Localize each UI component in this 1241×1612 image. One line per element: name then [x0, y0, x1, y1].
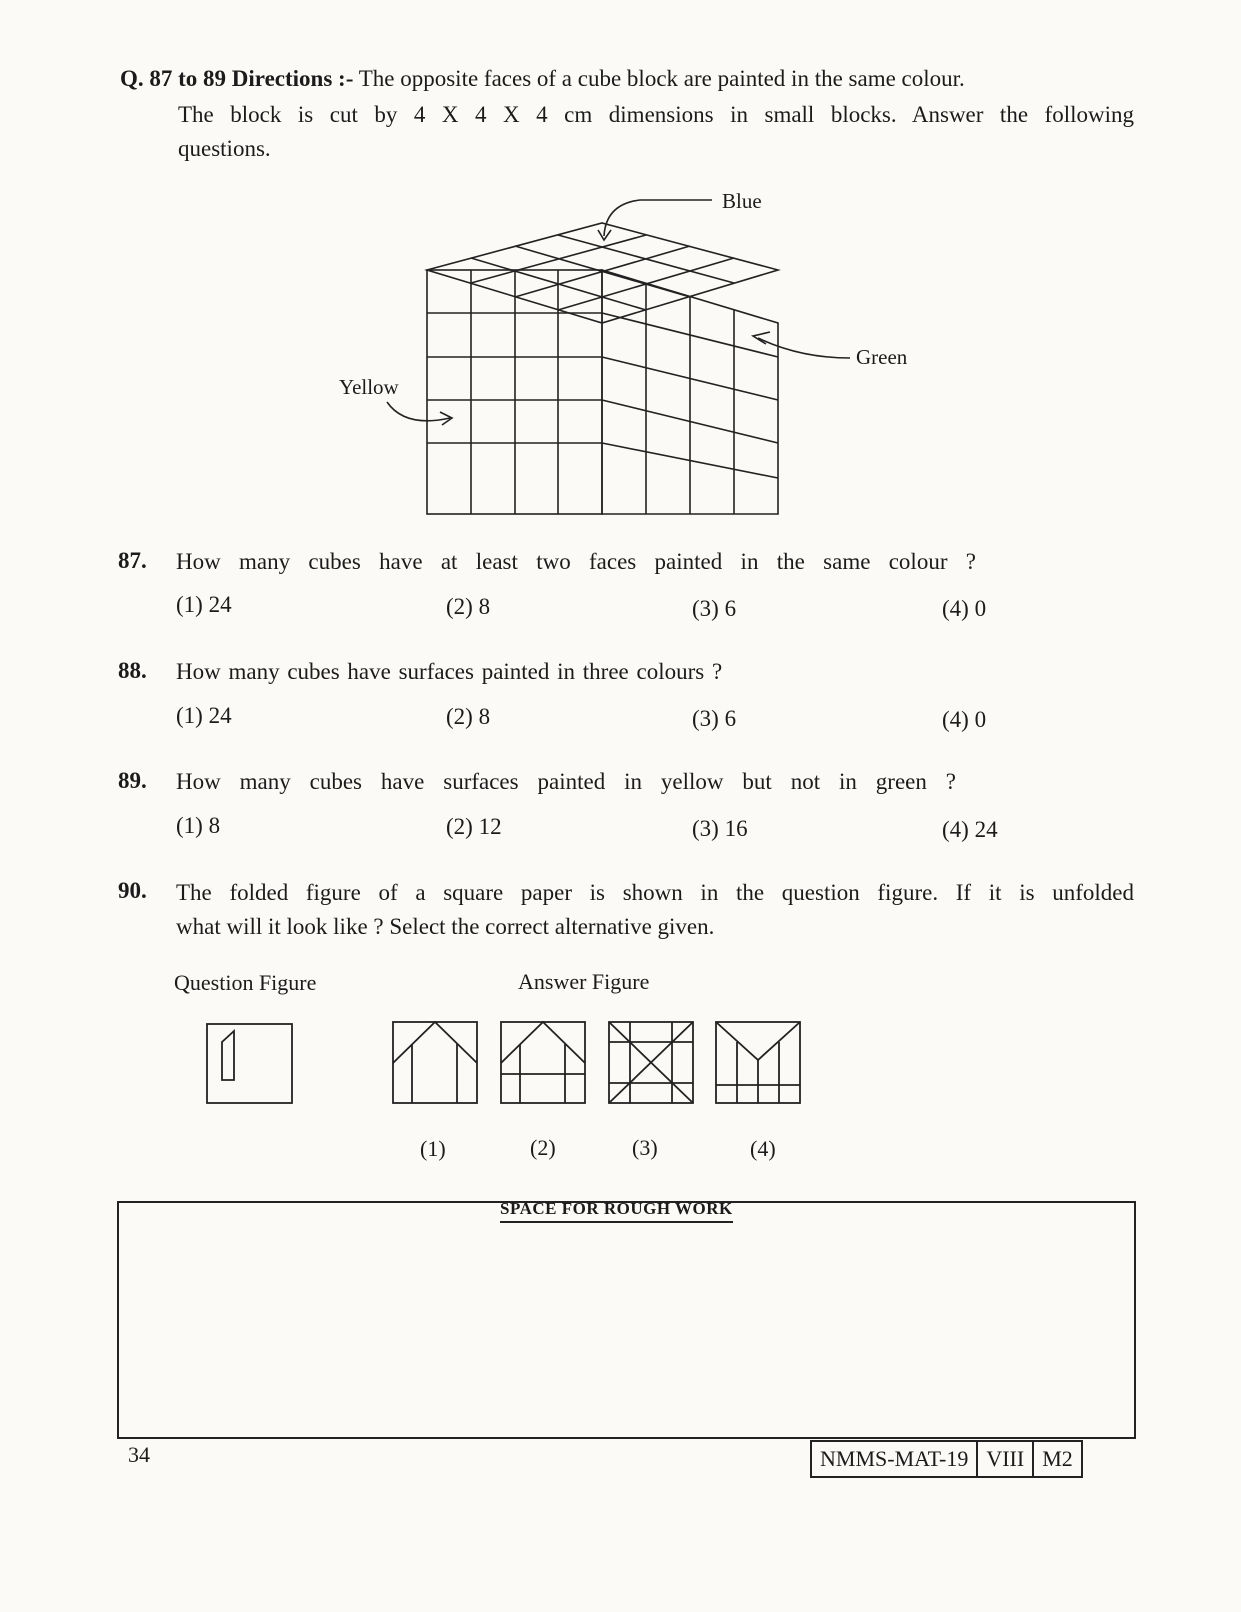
answer-figure-3	[609, 1022, 693, 1103]
answer-label-2[interactable]: (2)	[530, 1135, 556, 1160]
label-green: Green	[856, 345, 908, 369]
directions-heading: Q. 87 to 89 Directions :-	[120, 66, 354, 91]
q87-option-4[interactable]: (4) 0	[942, 596, 987, 621]
q89-option-1[interactable]: (1) 8	[176, 813, 221, 838]
answer-label-1[interactable]: (1)	[420, 1136, 446, 1161]
q89-text: How many cubes have surfaces painted in yellow but not in green ?	[176, 769, 956, 794]
q87-text: How many cubes have at least two faces painted in the same colour ?	[176, 549, 976, 574]
paper-code-box	[810, 1440, 1083, 1478]
paper-code: NMMS-MAT-19	[812, 1442, 978, 1476]
q88-option-1[interactable]: (1) 24	[176, 703, 232, 728]
q88-option-4[interactable]: (4) 0	[942, 707, 987, 732]
label-blue: Blue	[722, 189, 762, 213]
label-yellow: Yellow	[339, 375, 399, 399]
q90-line-2: what will it look like ? Select the correct alternative given.	[176, 914, 715, 939]
answer-label-3[interactable]: (3)	[632, 1135, 658, 1160]
q87-option-2[interactable]: (2) 8	[446, 594, 491, 619]
q89-option-2[interactable]: (2) 12	[446, 814, 502, 839]
answer-figure-label: Answer Figure	[518, 969, 650, 994]
q89-number: 89.	[118, 768, 147, 793]
cube-figure	[0, 0, 1241, 560]
answer-figure-4	[716, 1022, 800, 1103]
rough-work-box	[117, 1201, 1136, 1439]
q87-option-3[interactable]: (3) 6	[692, 596, 737, 621]
q89-option-3[interactable]: (3) 16	[692, 816, 748, 841]
q90-line-1: The folded figure of a square paper is shown in the question figure. If it is unfolded	[176, 880, 1134, 905]
answer-figure-2	[501, 1022, 585, 1103]
directions-line-2: The block is cut by 4 X 4 X 4 cm dimensions in small blocks. Answer the following	[178, 102, 1134, 127]
q90-number: 90.	[118, 878, 147, 903]
paper-class: VIII	[978, 1442, 1034, 1476]
paper-medium: M2	[1042, 1446, 1073, 1471]
q89-option-4[interactable]: (4) 24	[942, 817, 998, 842]
answer-figure-1	[393, 1022, 477, 1103]
q88-option-2[interactable]: (2) 8	[446, 704, 491, 729]
q87-option-1[interactable]: (1) 24	[176, 592, 232, 617]
q87-number: 87.	[118, 548, 147, 573]
page-number: 34	[128, 1442, 150, 1467]
q88-option-3[interactable]: (3) 6	[692, 706, 737, 731]
q88-text: How many cubes have surfaces painted in three colours ?	[176, 659, 723, 684]
blue-pointer	[604, 200, 712, 236]
rough-work-title: SPACE FOR ROUGH WORK	[500, 1199, 733, 1223]
question-figure-label: Question Figure	[174, 970, 317, 995]
answer-label-4[interactable]: (4)	[750, 1136, 776, 1161]
question-figure	[207, 1024, 292, 1103]
directions-text: The opposite faces of a cube block are painted in the same colour.	[358, 66, 965, 91]
q88-number: 88.	[118, 658, 147, 683]
directions-line-3: questions.	[178, 136, 271, 161]
